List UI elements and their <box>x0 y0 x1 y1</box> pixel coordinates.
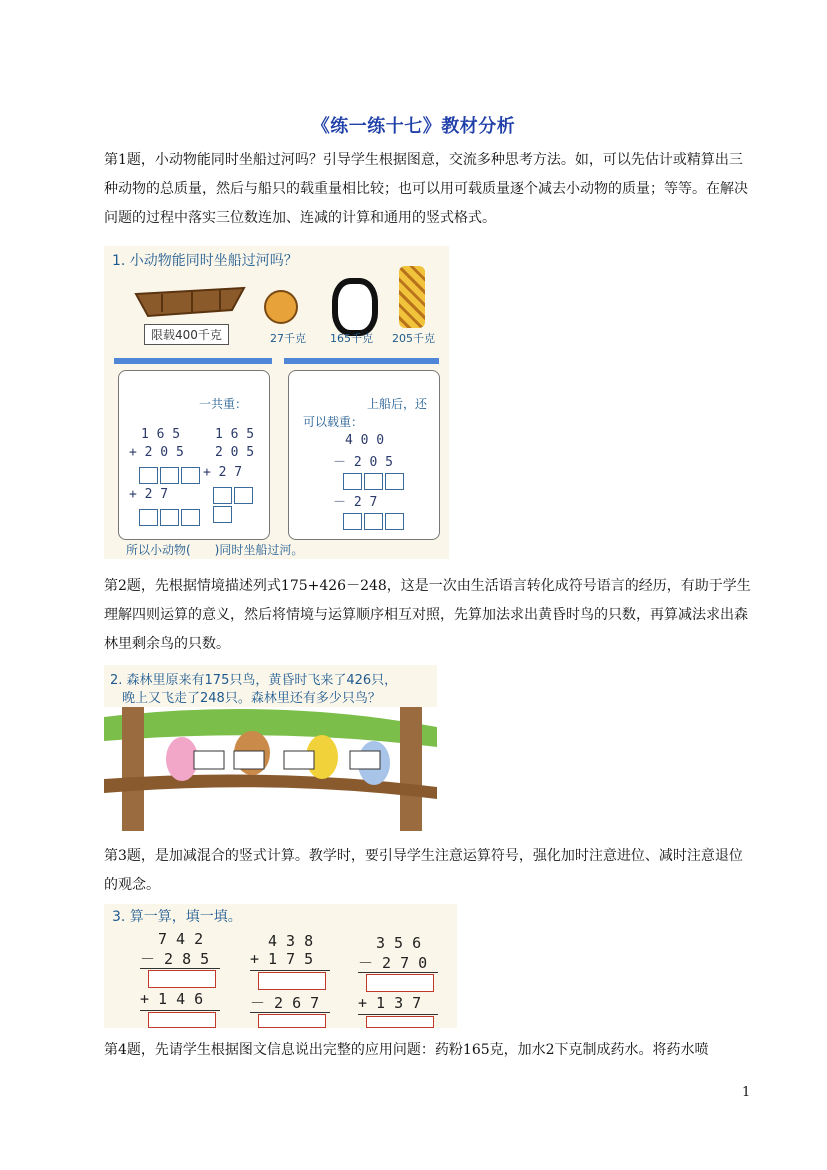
problem-3 <box>352 928 452 1026</box>
problem-1-box2 <box>148 1012 216 1028</box>
problem-3-line2 <box>358 1014 438 1015</box>
divider-bar-right <box>284 358 439 364</box>
weight-giraffe: 205千克 <box>392 332 435 345</box>
page-title: 《练一练十七》教材分析 <box>311 116 516 137</box>
left-panel-caption: 一共重： <box>199 397 248 411</box>
left-col2-line1: 1 6 5 <box>215 427 255 442</box>
right-panel-caption-2: 可以载重： <box>303 415 364 429</box>
right-line2: － 2 0 5 <box>333 455 393 470</box>
left-col1-line1: 1 6 5 <box>141 427 181 442</box>
fig1-conclusion: 所以小动物( )同时坐船过河。 <box>126 543 304 557</box>
left-col1-answer1 <box>139 465 202 484</box>
right-panel-caption-1: 上船后，还 <box>367 397 428 411</box>
problem-3-line1 <box>358 972 438 973</box>
left-col1-line2: + 2 0 5 <box>129 445 184 460</box>
left-col2-line2: 2 0 5 <box>215 445 255 460</box>
giraffe-icon <box>399 266 425 328</box>
problem-3-op1: － 2 7 0 <box>358 954 428 972</box>
forest-birds-illustration <box>104 707 437 831</box>
right-line1: 4 0 0 <box>345 433 385 448</box>
problem-1-op2: + 1 4 6 <box>140 990 204 1008</box>
weight-monkey: 27千克 <box>270 332 306 345</box>
left-col1-answer2 <box>139 507 202 526</box>
paragraph-1: 第1题，小动物能同时坐船过河吗？引导学生根据图意，交流多种思考方法。如，可以先估计或精算出三种动物的总质量，然后与船只的载重量相比较；也可以用可载质量逐个减去小动物的质量；等等。在解决问题的过程中落实三位数连加、连减的计算和通用的竖式格式。 <box>104 152 748 226</box>
weight-panda: 165千克 <box>330 332 373 345</box>
problem-2-line1 <box>250 970 330 971</box>
monkey-icon <box>264 290 298 324</box>
divider-bar-left <box>114 358 272 364</box>
problem-1-op1: － 2 8 5 <box>140 950 210 968</box>
page-number: 1 <box>742 1085 751 1100</box>
problem-1-box1 <box>148 970 216 988</box>
figure-3 <box>104 904 457 1028</box>
problem-2-op1: + 1 7 5 <box>250 950 314 968</box>
fig2-line2: 晚上又飞走了248只。森林里还有多少只鸟？ <box>122 691 381 706</box>
problem-3-box1 <box>366 974 434 992</box>
left-col2-answer <box>213 485 269 523</box>
problem-1-a: 7 4 2 <box>158 930 204 948</box>
problem-2 <box>244 928 344 1026</box>
fig2-line1: 2. 森林里原来有175只鸟，黄昏时飞来了426只， <box>110 673 398 688</box>
right-answer2 <box>343 511 406 530</box>
figure-1 <box>104 246 449 559</box>
right-answer1 <box>343 471 406 490</box>
problem-2-box1 <box>258 972 326 990</box>
problem-2-op2: － 2 6 7 <box>250 994 320 1012</box>
right-line3: － 2 7 <box>333 495 378 510</box>
problem-3-a: 3 5 6 <box>376 934 422 952</box>
problem-1-line1 <box>140 968 220 969</box>
paragraph-2: 第2题，先根据情境描述列式175+426－248，这是一次由生活语言转化成符号语言的经历，有助于学生理解四则运算的意义，然后将情境与运算顺序相互对照，先算加法求出黄昏时鸟的只数，再算减法求出森林里剩余鸟的只数。 <box>104 578 751 652</box>
problem-2-a: 4 3 8 <box>268 932 314 950</box>
right-panel <box>288 370 440 540</box>
panda-icon <box>332 278 378 336</box>
problem-2-line2 <box>250 1012 330 1013</box>
left-panel <box>118 370 270 540</box>
problem-1-line2 <box>140 1010 220 1011</box>
paragraph-4: 第4题，先请学生根据图文信息说出完整的应用问题：药粉165克，加水2下克制成药水。将药水喷 <box>104 1042 709 1058</box>
left-col1-line3: + 2 7 <box>129 487 169 502</box>
problem-3-box2 <box>366 1016 434 1028</box>
problem-3-op2: + 1 3 7 <box>358 994 422 1012</box>
paragraph-3: 第3题，是加减混合的竖式计算。教学时，要引导学生注意运算符号，强化加时注意进位、减时注意退位的观念。 <box>104 848 743 893</box>
fig1-heading: 1. 小动物能同时坐船过河吗？ <box>112 253 298 269</box>
figure-2 <box>104 665 437 831</box>
boat-capacity-label: 限载400千克 <box>144 324 229 345</box>
problem-1 <box>134 928 234 1026</box>
left-col2-line3: + 2 7 <box>203 465 243 480</box>
fig3-heading: 3. 算一算，填一填。 <box>112 909 242 925</box>
problem-2-box2 <box>258 1014 326 1028</box>
